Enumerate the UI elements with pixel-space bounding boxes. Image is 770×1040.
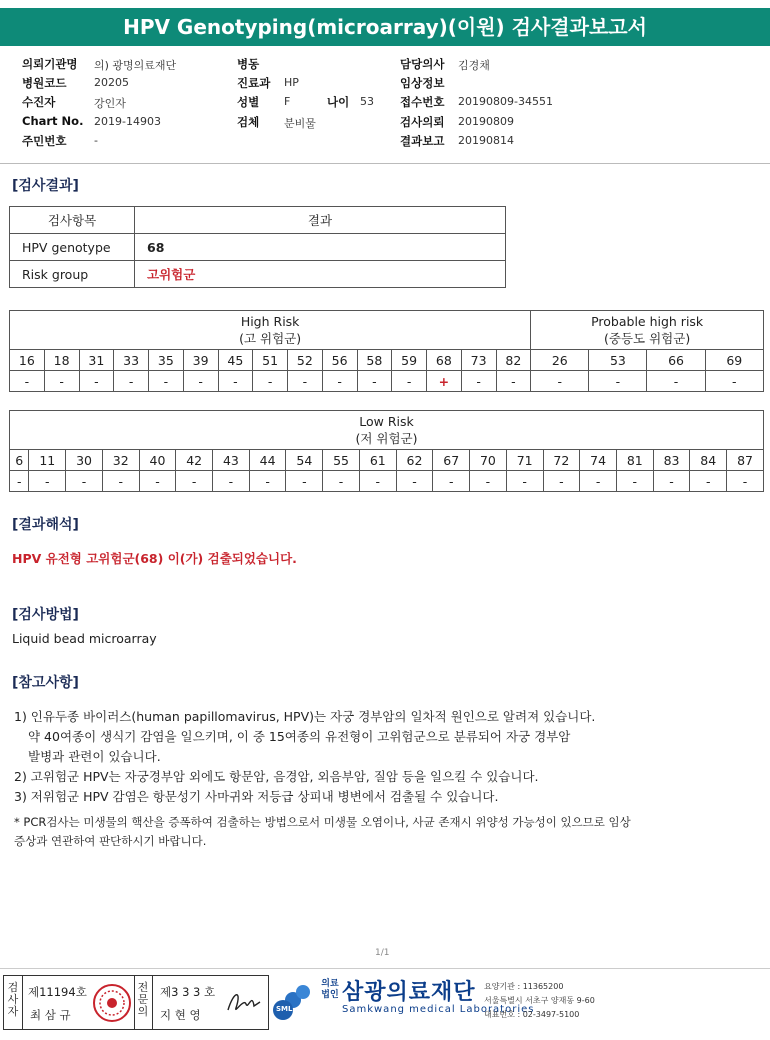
method-section-title: [검사방법]: [12, 607, 79, 623]
genotype-type-cell: 54: [286, 450, 323, 471]
genotype-result-cell: -: [506, 471, 543, 492]
high-risk-subtitle: (고 위험군): [239, 331, 302, 346]
institution-label: 의뢰기관명: [22, 57, 78, 71]
col-result-header: 결과: [135, 207, 506, 234]
genotype-type-cell: 33: [114, 350, 149, 371]
genotype-type-cell: 6: [10, 450, 29, 471]
genotype-type-cell: 35: [149, 350, 184, 371]
genotype-result-cell: -: [102, 471, 139, 492]
table-row: [10, 234, 506, 261]
age-value: 53: [360, 95, 374, 108]
row-result: 고위험군: [135, 261, 506, 288]
row-item: Risk group: [10, 261, 135, 288]
genotype-type-cell: 53: [589, 350, 647, 371]
genotype-result-cell: -: [433, 471, 470, 492]
col-item-header: 검사항목: [10, 207, 135, 234]
genotype-type-cell: 55: [323, 450, 360, 471]
org-phone: 대표번호 : 02-3497-5100: [484, 1010, 580, 1019]
requested-value: 20190809: [458, 115, 514, 128]
genotype-result-cell: -: [149, 371, 184, 392]
genotype-result-cell: -: [66, 471, 103, 492]
examinee-label: 수진자: [22, 95, 56, 109]
genotype-result-cell: -: [496, 371, 531, 392]
genotype-result-cell: -: [29, 471, 66, 492]
high-risk-table: [9, 310, 764, 392]
genotype-result-cell: -: [288, 371, 323, 392]
low-risk-table: [9, 410, 764, 492]
genotype-type-cell: 66: [647, 350, 705, 371]
tester-label: 검사자: [7, 981, 19, 1018]
hospital-code-value: 20205: [94, 76, 129, 89]
genotype-type-cell: 81: [616, 450, 653, 471]
resident-no-label: 주민번호: [22, 134, 67, 148]
genotype-result-cell: -: [286, 471, 323, 492]
genotype-result-cell: -: [114, 371, 149, 392]
genotype-result-cell: +: [427, 371, 462, 392]
genotype-type-cell: 68: [427, 350, 462, 371]
divider: [134, 976, 135, 1029]
high-results-row: [10, 371, 764, 392]
high-types-row: [10, 350, 764, 371]
genotype-result-cell: -: [183, 371, 218, 392]
genotype-type-cell: 45: [218, 350, 253, 371]
note-line: 3) 저위험군 HPV 감염은 항문성기 사마귀와 저등급 상피내 병변에서 검출될 수 있습니다.: [14, 789, 499, 804]
genotype-result-cell: -: [396, 471, 433, 492]
genotype-result-cell: -: [10, 371, 45, 392]
genotype-type-cell: 26: [531, 350, 589, 371]
genotype-type-cell: 84: [690, 450, 727, 471]
genotype-result-cell: -: [543, 471, 580, 492]
genotype-result-cell: -: [580, 471, 617, 492]
note-line: 약 40여종이 생식기 감염을 일으키며, 이 중 15여종의 유전형이 고위험군으로 분류되어 자궁 경부암: [28, 729, 571, 744]
probable-risk-title: Probable high risk: [591, 314, 704, 329]
doctor-value: 김경채: [458, 59, 490, 72]
footnote-line: * PCR검사는 미생물의 핵산을 증폭하여 검출하는 방법으로서 미생물 오염이나, 사균 존재시 위양성 가능성이 있으므로 임상: [14, 815, 631, 829]
signature-icon: [224, 984, 264, 1020]
chart-no-label: Chart No.: [22, 114, 84, 128]
notes-section-title: [참고사항]: [12, 675, 79, 691]
genotype-result-cell: -: [461, 371, 496, 392]
probable-risk-header: [531, 311, 764, 350]
footnote-line: 증상과 연관하여 판단하시기 바랍니다.: [14, 834, 207, 848]
row-item: HPV genotype: [10, 234, 135, 261]
age-label: 나이: [327, 95, 350, 109]
genotype-result-cell: -: [727, 471, 764, 492]
genotype-result-cell: -: [322, 371, 357, 392]
table-row: [10, 261, 506, 288]
divider: [152, 976, 153, 1029]
receipt-label: 접수번호: [400, 95, 445, 109]
institution-value: 의) 광명의료재단: [94, 59, 177, 72]
genotype-result-cell: -: [470, 471, 507, 492]
genotype-type-cell: 61: [359, 450, 396, 471]
hospital-code-label: 병원코드: [22, 76, 67, 90]
reported-value: 20190814: [458, 134, 514, 147]
genotype-type-cell: 30: [66, 450, 103, 471]
genotype-result-cell: -: [323, 471, 360, 492]
genotype-result-cell: -: [392, 371, 427, 392]
method-text: Liquid bead microarray: [12, 631, 157, 646]
receipt-value: 20190809-34551: [458, 95, 553, 108]
genotype-type-cell: 52: [288, 350, 323, 371]
specialist-name: 지 현 영: [160, 1008, 201, 1022]
genotype-result-cell: -: [10, 471, 29, 492]
genotype-type-cell: 56: [322, 350, 357, 371]
summary-header-row: [10, 207, 506, 234]
patient-info: [22, 56, 762, 152]
doctor-label: 담당의사: [400, 57, 445, 71]
genotype-type-cell: 62: [396, 450, 433, 471]
dept-value: HP: [284, 76, 299, 89]
genotype-result-cell: -: [359, 471, 396, 492]
genotype-type-cell: 83: [653, 450, 690, 471]
genotype-result-cell: -: [653, 471, 690, 492]
footer-divider: [0, 968, 770, 969]
row-result: 68: [135, 234, 506, 261]
genotype-type-cell: 51: [253, 350, 288, 371]
genotype-result-cell: -: [690, 471, 727, 492]
genotype-type-cell: 58: [357, 350, 392, 371]
genotype-type-cell: 87: [727, 450, 764, 471]
resident-no-value: -: [94, 134, 98, 147]
notes-list: [14, 707, 595, 807]
org-info: [484, 980, 595, 1022]
tester-name: 최 삼 규: [30, 1008, 71, 1022]
genotype-type-cell: 32: [102, 450, 139, 471]
genotype-type-cell: 69: [705, 350, 763, 371]
genotype-type-cell: 43: [213, 450, 250, 471]
genotype-result-cell: -: [139, 471, 176, 492]
genotype-result-cell: -: [218, 371, 253, 392]
pcr-footnote: [14, 813, 631, 851]
genotype-result-cell: -: [253, 371, 288, 392]
clinical-label: 임상정보: [400, 76, 445, 90]
org-address: 서울특별시 서초구 양재동 9-60: [484, 996, 595, 1005]
genotype-type-cell: 70: [470, 450, 507, 471]
sex-label: 성별: [237, 95, 260, 109]
org-english-name: Samkwang medical Laboratories: [342, 1004, 535, 1015]
divider: [22, 976, 23, 1029]
genotype-result-cell: -: [357, 371, 392, 392]
genotype-result-cell: -: [249, 471, 286, 492]
high-risk-header: [10, 311, 531, 350]
dept-label: 진료과: [237, 76, 271, 90]
genotype-result-cell: -: [176, 471, 213, 492]
note-line: 발병과 관련이 있습니다.: [28, 749, 161, 764]
genotype-result-cell: -: [44, 371, 79, 392]
low-risk-subtitle: (저 위험군): [355, 431, 418, 446]
genotype-type-cell: 42: [176, 450, 213, 471]
requested-label: 검사의뢰: [400, 115, 445, 129]
genotype-result-cell: -: [79, 371, 114, 392]
genotype-type-cell: 67: [433, 450, 470, 471]
high-risk-title: High Risk: [240, 314, 300, 329]
genotype-type-cell: 44: [249, 450, 286, 471]
genotype-result-cell: -: [213, 471, 250, 492]
ward-label: 병동: [237, 57, 260, 71]
genotype-type-cell: 72: [543, 450, 580, 471]
genotype-type-cell: 39: [183, 350, 218, 371]
specialist-license: 제3 3 3 호: [160, 985, 216, 999]
logo-text: SML: [276, 1005, 293, 1013]
genotype-type-cell: 59: [392, 350, 427, 371]
genotype-type-cell: 73: [461, 350, 496, 371]
summary-table: [9, 206, 506, 288]
signature-box: [3, 975, 269, 1030]
divider: [0, 163, 770, 164]
report-title: HPV Genotyping(microarray)(이원) 검사결과보고서: [0, 8, 770, 46]
note-line: 2) 고위험군 HPV는 자궁경부암 외에도 항문암, 음경암, 외음부암, 질암 등을 일으킬 수 있습니다.: [14, 769, 539, 784]
probable-risk-subtitle: (중등도 위험군): [604, 331, 691, 346]
specimen-value: 분비물: [284, 117, 316, 130]
specialist-label: 전문의: [137, 981, 149, 1018]
low-types-row: [10, 450, 764, 471]
chart-no-value: 2019-14903: [94, 115, 161, 128]
genotype-result-cell: -: [705, 371, 763, 392]
low-risk-header: [10, 411, 764, 450]
low-risk-title: Low Risk: [359, 414, 414, 429]
genotype-type-cell: 74: [580, 450, 617, 471]
results-section-title: [검사결과]: [12, 178, 79, 194]
genotype-type-cell: 31: [79, 350, 114, 371]
genotype-type-cell: 16: [10, 350, 45, 371]
genotype-result-cell: -: [616, 471, 653, 492]
genotype-type-cell: 18: [44, 350, 79, 371]
genotype-result-cell: -: [647, 371, 705, 392]
examinee-value: 강인자: [94, 97, 126, 110]
page-number: 1/1: [375, 948, 390, 958]
org-prefix: 의료법인: [321, 979, 339, 1000]
genotype-type-cell: 40: [139, 450, 176, 471]
org-code: 요양기관 : 11365200: [484, 982, 564, 991]
note-line: 1) 인유두종 바이러스(human papillomavirus, HPV)는 자궁 경부암의 일차적 원인으로 알려져 있습니다.: [14, 709, 596, 724]
tester-seal-icon: [92, 983, 132, 1023]
tester-license: 제11194호: [28, 985, 87, 999]
org-name: 삼광의료재단: [342, 980, 476, 1005]
specimen-label: 검체: [237, 115, 260, 129]
genotype-result-cell: -: [589, 371, 647, 392]
sml-logo: [271, 978, 319, 1029]
genotype-result-cell: -: [531, 371, 589, 392]
low-results-row: [10, 471, 764, 492]
interpretation-section-title: [결과해석]: [12, 517, 79, 533]
interpretation-text: HPV 유전형 고위험군(68) 이(가) 검출되었습니다.: [12, 551, 297, 566]
genotype-type-cell: 71: [506, 450, 543, 471]
genotype-type-cell: 82: [496, 350, 531, 371]
sex-value: F: [284, 95, 291, 108]
genotype-type-cell: 11: [29, 450, 66, 471]
reported-label: 결과보고: [400, 134, 445, 148]
